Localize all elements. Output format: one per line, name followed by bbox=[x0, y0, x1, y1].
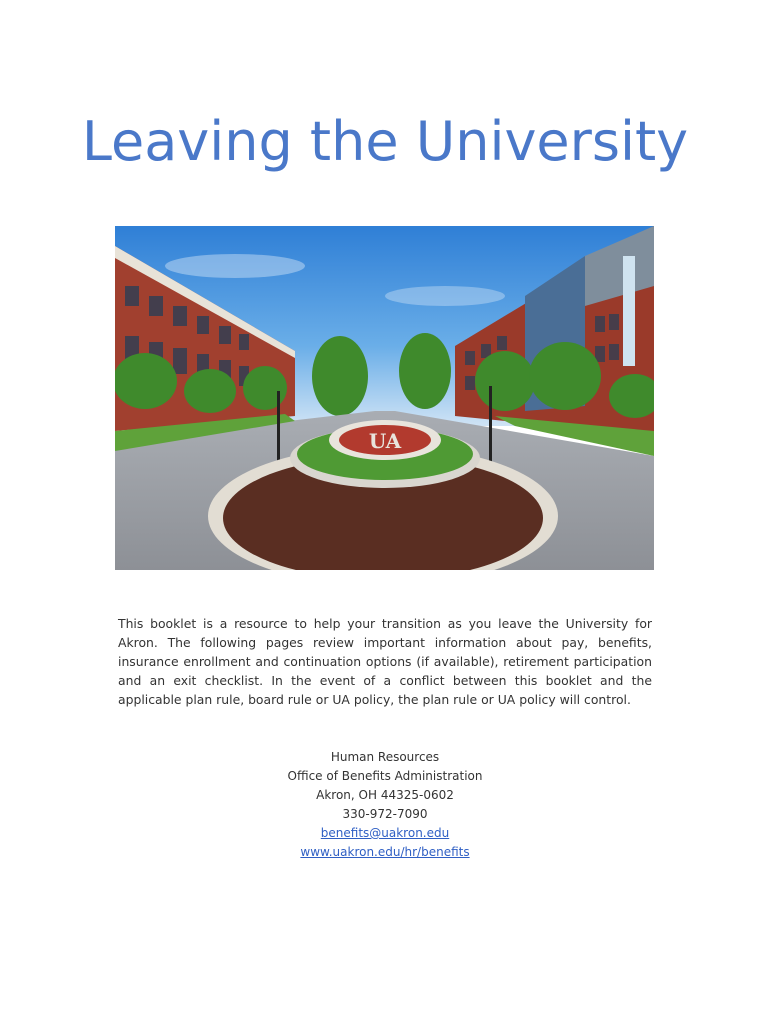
contact-office: Office of Benefits Administration bbox=[287, 769, 483, 783]
contact-phone: 330-972-7090 bbox=[342, 807, 428, 821]
campus-photo bbox=[115, 226, 654, 570]
intro-paragraph: This booklet is a resource to help your transition as you leave the University for Akron. The following pages review important information about pay, benefits, insurance enrollment and continuation options (if available), retirement participation and an exit checklist. In the event of a conflict between this booklet and the applicable plan rule, board rule or UA policy, the plan rule or UA policy will control. bbox=[118, 616, 652, 707]
contact-website-link[interactable]: www.uakron.edu/hr/benefits bbox=[300, 845, 470, 859]
contact-email-link[interactable]: benefits@uakron.edu bbox=[320, 826, 450, 840]
contact-department: Human Resources bbox=[330, 750, 440, 764]
contact-block bbox=[0, 748, 770, 862]
page-title: Leaving the University bbox=[81, 110, 689, 173]
campus-photo-illustration bbox=[115, 226, 654, 570]
contact-address: Akron, OH 44325-0602 bbox=[316, 788, 454, 802]
svg-text:UA: UA bbox=[368, 429, 402, 453]
